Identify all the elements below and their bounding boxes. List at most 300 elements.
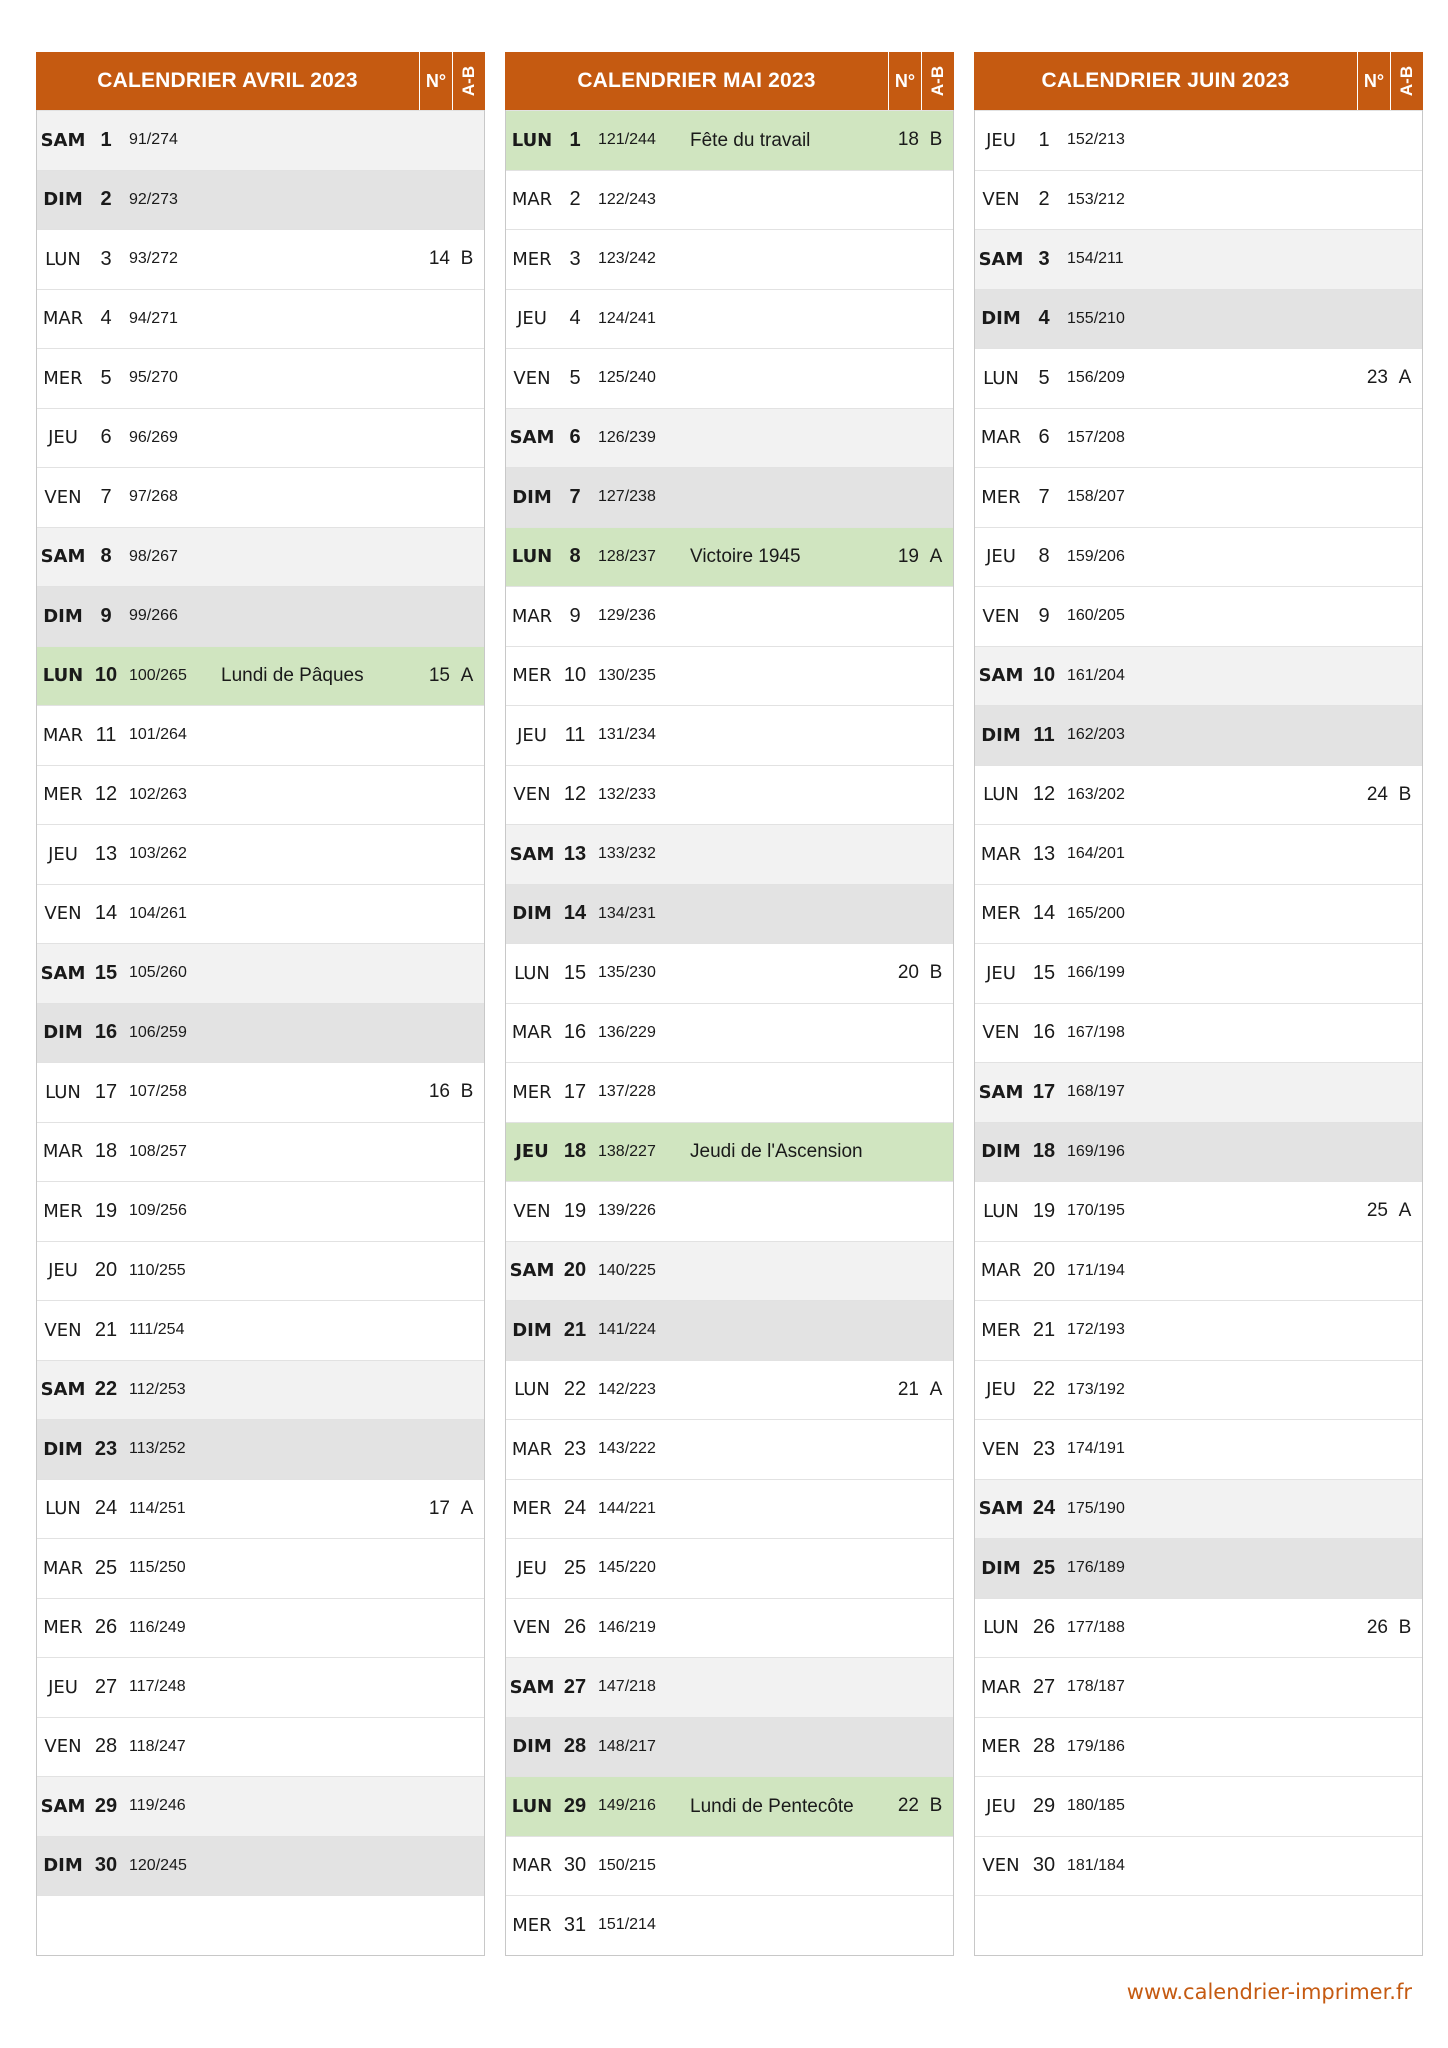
day-number: 9	[100, 604, 112, 627]
empty-row	[975, 1895, 1422, 1955]
day-row	[975, 1181, 1422, 1241]
day-of-year: 176/189	[1067, 1559, 1125, 1577]
ab-week: B	[929, 962, 943, 984]
day-of-week: MAR	[511, 1022, 553, 1044]
day-row	[37, 1062, 484, 1122]
day-of-week: MAR	[980, 427, 1022, 449]
day-of-year: 124/241	[598, 309, 656, 327]
day-of-year: 110/255	[129, 1261, 186, 1279]
day-number: 17	[1032, 1080, 1056, 1103]
day-number: 16	[94, 1021, 118, 1044]
day-row	[975, 110, 1422, 170]
day-number: 14	[1032, 902, 1056, 925]
day-of-year: 95/270	[129, 369, 178, 387]
day-row	[506, 110, 953, 170]
holiday-label: Lundi de Pâques	[221, 665, 364, 687]
month-april	[36, 52, 485, 1956]
ab-week-header-label: A-B	[459, 65, 478, 97]
week-number: 22	[897, 1795, 919, 1817]
day-of-year: 171/194	[1067, 1261, 1125, 1279]
month-days	[36, 110, 485, 1956]
day-row	[37, 824, 484, 884]
day-of-year: 174/191	[1067, 1440, 1125, 1458]
day-number: 22	[563, 1378, 587, 1401]
day-of-year: 125/240	[598, 369, 656, 387]
day-of-week: MER	[43, 1617, 83, 1639]
day-row	[506, 527, 953, 587]
day-number: 30	[563, 1854, 587, 1877]
day-of-year: 121/244	[598, 131, 656, 149]
day-of-year: 143/222	[598, 1440, 656, 1458]
holiday-label: Jeudi de l'Ascension	[690, 1141, 863, 1163]
day-number: 15	[94, 961, 118, 984]
day-row	[506, 1598, 953, 1658]
day-number: 7	[1038, 485, 1050, 508]
day-of-year: 119/246	[129, 1797, 186, 1815]
day-row	[506, 1181, 953, 1241]
day-of-year: 132/233	[598, 785, 656, 803]
footer-url[interactable]: www.calendrier-imprimer.fr	[1126, 1980, 1412, 2004]
day-number: 24	[1032, 1497, 1056, 1520]
day-of-week: JEU	[517, 724, 547, 746]
day-row	[506, 1360, 953, 1420]
day-number: 14	[563, 902, 587, 925]
day-of-week: MAR	[511, 1855, 553, 1877]
day-of-year: 101/264	[129, 726, 187, 744]
day-row	[975, 1003, 1422, 1063]
day-number: 3	[1038, 247, 1050, 270]
day-of-week: MER	[512, 1914, 552, 1936]
day-number: 18	[1032, 1140, 1056, 1163]
day-of-week: LUN	[511, 546, 553, 568]
day-of-year: 111/254	[129, 1321, 185, 1339]
day-row	[975, 1657, 1422, 1717]
day-of-week: MER	[43, 367, 83, 389]
day-row	[37, 705, 484, 765]
ab-week: B	[460, 1081, 474, 1103]
ab-week: A	[929, 1378, 943, 1400]
month-title: CALENDRIER JUIN 2023	[1041, 69, 1290, 92]
week-number: 24	[1366, 783, 1388, 805]
day-of-year: 166/199	[1067, 964, 1125, 982]
day-of-year: 161/204	[1067, 666, 1125, 684]
day-of-week: MER	[512, 665, 552, 687]
day-row	[506, 824, 953, 884]
day-of-year: 158/207	[1067, 488, 1125, 506]
day-row	[506, 408, 953, 468]
day-of-week: SAM	[978, 248, 1024, 270]
day-of-year: 135/230	[598, 964, 656, 982]
day-row	[37, 1122, 484, 1182]
day-of-year: 170/195	[1067, 1202, 1125, 1220]
day-of-week: VEN	[982, 189, 1020, 211]
day-row	[37, 408, 484, 468]
day-of-year: 129/236	[598, 607, 656, 625]
ab-week: A	[460, 664, 474, 686]
day-of-week: LUN	[514, 1379, 550, 1401]
day-of-week: SAM	[509, 1260, 555, 1282]
day-row	[506, 1003, 953, 1063]
ab-week-header	[921, 52, 954, 110]
day-row	[975, 1300, 1422, 1360]
day-row	[975, 170, 1422, 230]
day-of-year: 136/229	[598, 1023, 656, 1041]
day-of-year: 120/245	[129, 1856, 187, 1874]
day-number: 9	[569, 604, 581, 627]
day-of-week: DIM	[512, 903, 552, 925]
holiday-label: Fête du travail	[690, 129, 811, 151]
day-of-week: VEN	[513, 1617, 551, 1639]
day-of-week: JEU	[517, 1557, 547, 1579]
day-of-year: 155/210	[1067, 309, 1125, 327]
day-row	[506, 229, 953, 289]
day-number: 2	[1038, 188, 1050, 211]
day-row	[975, 586, 1422, 646]
day-row	[506, 646, 953, 706]
day-of-year: 159/206	[1067, 547, 1125, 565]
day-of-year: 144/221	[598, 1499, 656, 1517]
day-row	[506, 1300, 953, 1360]
day-number: 16	[563, 1021, 587, 1044]
day-of-year: 99/266	[129, 607, 178, 625]
day-number: 25	[94, 1556, 118, 1579]
day-of-week: MAR	[511, 1438, 553, 1460]
day-of-week: DIM	[43, 1438, 83, 1460]
day-number: 12	[563, 783, 587, 806]
day-row	[506, 1717, 953, 1777]
day-of-week: SAM	[978, 1498, 1024, 1520]
day-row	[37, 1776, 484, 1836]
day-row	[506, 1538, 953, 1598]
day-number: 6	[1038, 426, 1050, 449]
day-of-week: LUN	[983, 1617, 1019, 1639]
day-row	[506, 1836, 953, 1896]
day-number: 1	[100, 128, 112, 151]
holiday-label: Victoire 1945	[690, 546, 801, 568]
empty-row	[37, 1895, 484, 1955]
day-number: 11	[1033, 723, 1055, 746]
day-of-year: 126/239	[598, 428, 656, 446]
day-of-week: DIM	[981, 1557, 1021, 1579]
day-of-year: 164/201	[1067, 845, 1125, 863]
day-of-year: 108/257	[129, 1142, 187, 1160]
day-of-year: 96/269	[129, 428, 178, 446]
ab-week-header-label: A-B	[928, 65, 947, 97]
day-of-year: 118/247	[129, 1737, 186, 1755]
day-of-week: SAM	[978, 665, 1024, 687]
month-june	[974, 52, 1423, 1956]
day-of-week: MER	[512, 1498, 552, 1520]
day-of-week: MAR	[980, 843, 1022, 865]
day-number: 14	[94, 902, 118, 925]
day-row	[37, 1360, 484, 1420]
day-row	[975, 229, 1422, 289]
day-of-week: JEU	[986, 1795, 1016, 1817]
day-of-week: SAM	[40, 1379, 86, 1401]
day-of-year: 148/217	[598, 1737, 656, 1755]
day-of-year: 162/203	[1067, 726, 1125, 744]
day-number: 26	[1032, 1616, 1056, 1639]
day-number: 3	[100, 247, 112, 270]
day-of-week: JEU	[48, 1676, 78, 1698]
day-row	[37, 110, 484, 170]
day-of-week: MER	[512, 248, 552, 270]
day-of-week: JEU	[48, 427, 78, 449]
day-number: 2	[100, 188, 112, 211]
week-number: 15	[428, 664, 450, 686]
day-number: 23	[94, 1437, 118, 1460]
day-row	[975, 1241, 1422, 1301]
day-number: 21	[563, 1318, 587, 1341]
day-of-year: 178/187	[1067, 1678, 1125, 1696]
day-number: 20	[1032, 1259, 1056, 1282]
day-row	[37, 1479, 484, 1539]
day-number: 19	[563, 1199, 587, 1222]
day-number: 4	[569, 307, 581, 330]
day-of-week: MER	[512, 1081, 552, 1103]
day-number: 2	[569, 188, 581, 211]
day-number: 27	[563, 1675, 587, 1698]
day-of-week: DIM	[512, 1319, 552, 1341]
day-of-week: LUN	[983, 1200, 1019, 1222]
week-number: 21	[897, 1378, 919, 1400]
day-of-year: 112/253	[129, 1380, 186, 1398]
day-number: 11	[564, 723, 586, 746]
day-of-year: 137/228	[598, 1083, 656, 1101]
day-of-week: SAM	[40, 962, 86, 984]
day-number: 4	[1038, 307, 1050, 330]
day-of-year: 172/193	[1067, 1321, 1125, 1339]
day-number: 1	[569, 128, 581, 151]
day-row	[37, 586, 484, 646]
day-of-week: DIM	[981, 724, 1021, 746]
day-of-week: MER	[981, 1319, 1021, 1341]
day-number: 11	[95, 723, 117, 746]
day-of-week: DIM	[43, 189, 83, 211]
ab-week: A	[1398, 1200, 1412, 1222]
day-row	[506, 1776, 953, 1836]
day-of-year: 139/226	[598, 1202, 656, 1220]
day-of-week: MER	[43, 1200, 83, 1222]
month-days	[974, 110, 1423, 1956]
day-of-year: 163/202	[1067, 785, 1125, 803]
day-row	[37, 289, 484, 349]
day-of-week: LUN	[511, 1795, 553, 1817]
day-of-week: VEN	[982, 1438, 1020, 1460]
day-of-year: 160/205	[1067, 607, 1125, 625]
day-of-year: 127/238	[598, 488, 656, 506]
day-of-year: 97/268	[129, 488, 178, 506]
day-row	[37, 527, 484, 587]
day-of-year: 156/209	[1067, 369, 1125, 387]
day-number: 9	[1038, 604, 1050, 627]
day-number: 21	[94, 1318, 118, 1341]
day-of-year: 106/259	[129, 1023, 187, 1041]
month-may	[505, 52, 954, 1956]
day-of-week: MAR	[511, 189, 553, 211]
day-of-week: JEU	[986, 129, 1016, 151]
day-number: 24	[563, 1497, 587, 1520]
day-of-year: 140/225	[598, 1261, 656, 1279]
day-of-week: SAM	[40, 129, 86, 151]
day-of-year: 133/232	[598, 845, 656, 863]
day-row	[37, 1181, 484, 1241]
day-of-week: VEN	[44, 1736, 82, 1758]
day-of-year: 103/262	[129, 845, 187, 863]
ab-week: B	[460, 248, 474, 270]
day-of-week: DIM	[981, 308, 1021, 330]
day-number: 13	[1032, 842, 1056, 865]
day-number: 4	[100, 307, 112, 330]
day-of-year: 145/220	[598, 1559, 656, 1577]
day-of-week: SAM	[509, 843, 555, 865]
week-number: 23	[1366, 367, 1388, 389]
day-number: 27	[94, 1675, 118, 1698]
day-of-year: 134/231	[598, 904, 656, 922]
day-of-week: MAR	[511, 605, 553, 627]
day-of-year: 122/243	[598, 190, 656, 208]
day-row	[975, 765, 1422, 825]
day-number: 20	[563, 1259, 587, 1282]
day-of-week: LUN	[511, 129, 553, 151]
day-of-year: 114/251	[129, 1499, 186, 1517]
day-of-year: 181/184	[1067, 1856, 1125, 1874]
day-of-week: MER	[981, 1736, 1021, 1758]
day-number: 29	[94, 1794, 118, 1817]
day-number: 19	[94, 1199, 118, 1222]
day-row	[975, 289, 1422, 349]
day-of-year: 150/215	[598, 1856, 656, 1874]
day-row	[506, 1479, 953, 1539]
day-of-week: JEU	[517, 308, 547, 330]
day-number: 5	[100, 366, 112, 389]
ab-week: A	[929, 545, 943, 567]
day-row	[975, 1538, 1422, 1598]
day-of-year: 116/249	[129, 1618, 186, 1636]
day-of-year: 138/227	[598, 1142, 656, 1160]
day-row	[506, 467, 953, 527]
day-number: 17	[94, 1080, 118, 1103]
ab-week: B	[929, 129, 943, 151]
day-of-year: 142/223	[598, 1380, 656, 1398]
week-number-header: N°	[888, 52, 921, 110]
day-row	[975, 1598, 1422, 1658]
day-number: 29	[563, 1794, 587, 1817]
day-row	[506, 1657, 953, 1717]
day-of-year: 180/185	[1067, 1797, 1125, 1815]
day-number: 3	[569, 247, 581, 270]
ab-week-header	[452, 52, 485, 110]
day-of-week: VEN	[513, 784, 551, 806]
week-number-header: N°	[419, 52, 452, 110]
day-number: 26	[94, 1616, 118, 1639]
day-of-year: 113/252	[129, 1440, 186, 1458]
day-of-week: MAR	[42, 1557, 84, 1579]
day-row	[506, 1895, 953, 1955]
day-row	[975, 1419, 1422, 1479]
day-row	[37, 884, 484, 944]
day-of-week: VEN	[513, 367, 551, 389]
day-of-week: LUN	[983, 784, 1019, 806]
day-number: 16	[1032, 1021, 1056, 1044]
day-of-year: 151/214	[598, 1916, 656, 1934]
day-of-week: MAR	[42, 308, 84, 330]
day-of-week: JEU	[515, 1141, 549, 1163]
ab-week-header	[1390, 52, 1423, 110]
day-number: 17	[563, 1080, 587, 1103]
day-number: 5	[569, 366, 581, 389]
day-row	[37, 765, 484, 825]
day-number: 26	[563, 1616, 587, 1639]
day-number: 29	[1032, 1794, 1056, 1817]
day-of-year: 98/267	[129, 547, 178, 565]
day-of-year: 146/219	[598, 1618, 656, 1636]
day-row	[506, 943, 953, 1003]
ab-week-header-label: A-B	[1397, 65, 1416, 97]
day-of-year: 102/263	[129, 785, 187, 803]
day-row	[506, 289, 953, 349]
day-row	[975, 1062, 1422, 1122]
day-number: 28	[94, 1735, 118, 1758]
day-number: 13	[94, 842, 118, 865]
day-of-week: SAM	[509, 1676, 555, 1698]
week-number: 17	[428, 1497, 450, 1519]
day-row	[975, 408, 1422, 468]
day-number: 28	[1032, 1735, 1056, 1758]
day-row	[975, 467, 1422, 527]
day-of-week: VEN	[44, 486, 82, 508]
day-number: 27	[1032, 1675, 1056, 1698]
day-of-year: 131/234	[598, 726, 656, 744]
day-row	[37, 943, 484, 1003]
ab-week: B	[1398, 783, 1412, 805]
day-number: 20	[94, 1259, 118, 1282]
day-row	[506, 1241, 953, 1301]
day-of-week: DIM	[43, 1022, 83, 1044]
day-of-week: JEU	[48, 843, 78, 865]
day-number: 24	[94, 1497, 118, 1520]
day-of-year: 91/274	[129, 131, 178, 149]
day-of-week: DIM	[512, 1736, 552, 1758]
ab-week: B	[929, 1795, 943, 1817]
day-of-week: JEU	[986, 1379, 1016, 1401]
day-number: 31	[563, 1913, 587, 1936]
week-number: 16	[428, 1081, 450, 1103]
day-of-year: 169/196	[1067, 1142, 1125, 1160]
day-of-week: JEU	[986, 962, 1016, 984]
day-of-year: 128/237	[598, 547, 656, 565]
day-number: 10	[94, 664, 118, 687]
day-row	[975, 884, 1422, 944]
day-row	[37, 1241, 484, 1301]
day-of-week: LUN	[45, 1081, 81, 1103]
day-of-week: LUN	[514, 962, 550, 984]
day-of-year: 168/197	[1067, 1083, 1125, 1101]
day-of-week: VEN	[44, 1319, 82, 1341]
day-of-week: DIM	[512, 486, 552, 508]
day-row	[37, 1836, 484, 1896]
day-number: 21	[1032, 1318, 1056, 1341]
day-of-week: JEU	[986, 546, 1016, 568]
day-of-week: SAM	[509, 427, 555, 449]
day-number: 12	[94, 783, 118, 806]
day-number: 22	[1032, 1378, 1056, 1401]
day-row	[975, 348, 1422, 408]
day-of-year: 154/211	[1067, 250, 1124, 268]
day-of-week: SAM	[40, 1795, 86, 1817]
day-row	[975, 1479, 1422, 1539]
day-of-week: MAR	[42, 1141, 84, 1163]
